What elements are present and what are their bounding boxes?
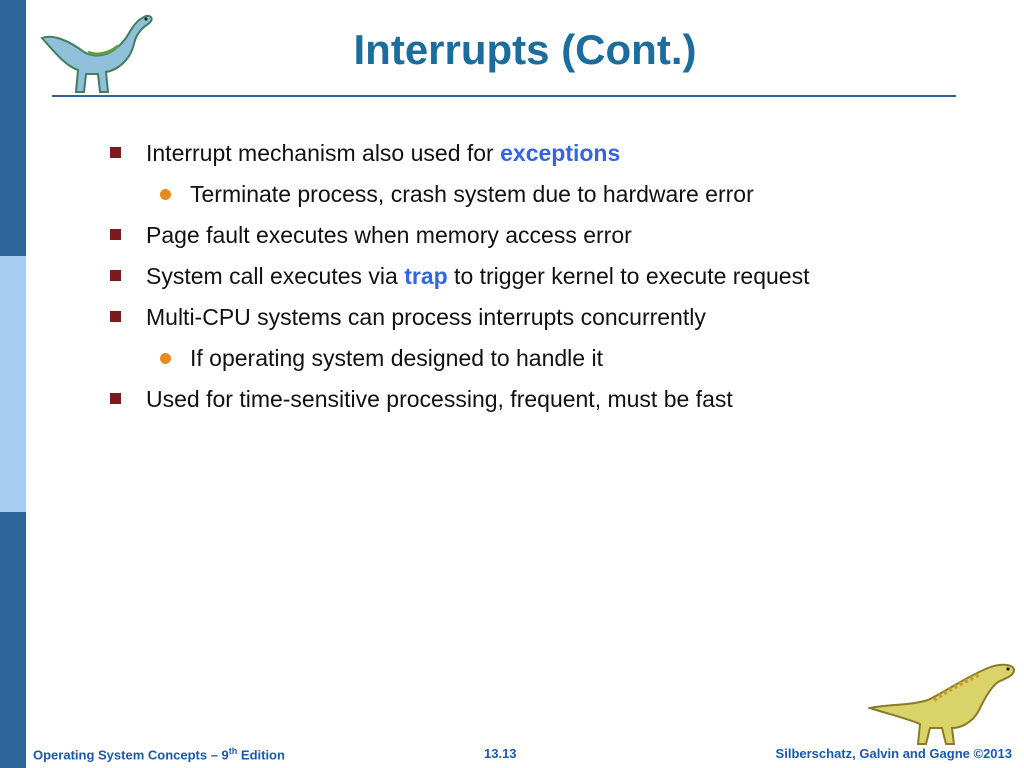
bullet-list	[108, 138, 828, 425]
bullet-text: to trigger kernel to execute request	[447, 263, 810, 289]
bullet-item	[108, 220, 828, 250]
sidebar-band-bottom	[0, 512, 26, 768]
sidebar-band-middle	[0, 256, 26, 512]
bullet-item	[108, 384, 828, 414]
bullet-text: Page fault executes when memory access error	[146, 222, 632, 248]
square-bullet-icon	[110, 393, 121, 404]
dot-bullet-icon	[160, 353, 171, 364]
bullet-text: Terminate process, crash system due to hardware error	[190, 181, 754, 207]
bullet-item	[108, 138, 828, 168]
bullet-text: Interrupt mechanism also used for	[146, 140, 501, 166]
dinosaur-icon	[868, 660, 1018, 746]
footer-book-title	[33, 746, 285, 762]
sub-bullet-item	[108, 343, 828, 373]
sub-bullet-item	[108, 179, 828, 209]
footer-page-number: 13.13	[484, 746, 517, 761]
highlighted-term: exceptions	[500, 140, 621, 166]
square-bullet-icon	[110, 311, 121, 322]
bullet-text: Multi-CPU systems can process interrupts concurrently	[146, 304, 706, 330]
square-bullet-icon	[110, 147, 121, 158]
bullet-item	[108, 261, 828, 291]
highlighted-term: trap	[404, 263, 448, 289]
footer-book-title-text: Operating System Concepts – 9	[33, 747, 229, 763]
page-title: Interrupts (Cont.)	[353, 26, 697, 73]
square-bullet-icon	[110, 270, 121, 281]
footer-edition-superscript: th	[228, 746, 238, 756]
square-bullet-icon	[110, 229, 121, 240]
bullet-item	[108, 302, 828, 332]
sidebar-band-top	[0, 0, 26, 256]
footer-edition-text: Edition	[237, 747, 285, 763]
dot-bullet-icon	[160, 189, 171, 200]
bullet-text: If operating system designed to handle it	[190, 345, 603, 371]
bullet-text: System call executes via	[146, 263, 405, 289]
bullet-text: Used for time-sensitive processing, frequent, must be fast	[146, 386, 733, 412]
footer-copyright: Silberschatz, Galvin and Gagne ©2013	[775, 746, 1012, 761]
title-divider	[52, 95, 956, 97]
